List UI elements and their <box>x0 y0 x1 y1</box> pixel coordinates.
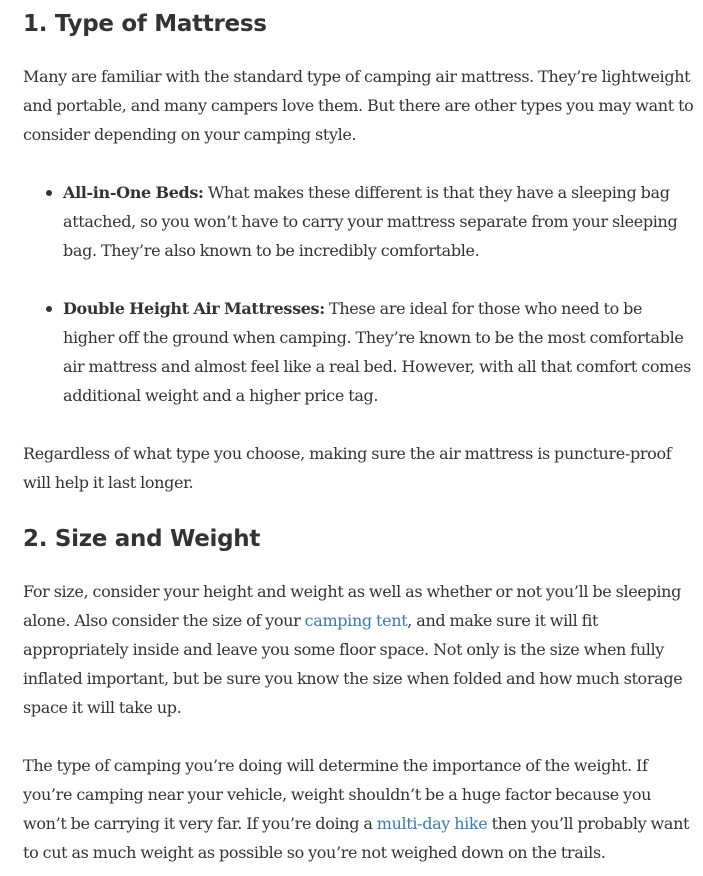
bullet-icon <box>46 190 52 196</box>
list-item-double-height <box>63 294 695 410</box>
list-item-text: What makes these different is that they have a sleeping bag attached, so you won’t have to carry your mattress separate from your sleeping bag. They’re also known to be incredibly comfortable. <box>63 183 678 260</box>
bullet-icon <box>46 306 52 312</box>
weight-text-before: The type of camping you’re doing will determine the importance of the weight. If you’re camping near your vehicle, weight shouldn’t be a huge factor because you won’t be carrying it very far. If you’re doing a <box>23 756 652 833</box>
weight-text-after: then you’ll probably want to cut as much weight as possible so you’re not weighed down on the trails. <box>23 814 690 862</box>
size-paragraph <box>23 577 695 722</box>
mattress-types-list <box>23 178 695 410</box>
article-body <box>23 0 695 867</box>
closing-paragraph: Regardless of what type you choose, making sure the air mattress is puncture-proof will help it last longer. <box>23 444 672 492</box>
list-item-text: These are ideal for those who need to be higher off the ground when camping. They’re known to be the most comfortable air mattress and almost feel like a real bed. However, with all that comfort comes additional weight and a higher price tag. <box>63 299 691 405</box>
section-heading-size-and-weight: 2. Size and Weight <box>23 526 261 552</box>
list-item-term: All-in-One Beds: <box>63 183 204 202</box>
size-text-before: For size, consider your height and weight as well as whether or not you’ll be sleeping alone. Also consider the size of your <box>23 582 681 630</box>
section-heading-type-of-mattress: 1. Type of Mattress <box>23 11 267 37</box>
multi-day-hike-link[interactable]: multi-day hike <box>376 814 488 833</box>
size-text-after: , and make sure it will fit appropriately inside and leave you some floor space. Not only is the size when fully inflated important, but be sure you know the size when folded and how much storage space it will take up. <box>23 611 683 717</box>
camping-tent-link[interactable]: camping tent <box>304 611 408 630</box>
intro-paragraph: Many are familiar with the standard type of camping air mattress. They’re lightweight and portable, and many campers love them. But there are other types you may want to consider depending on your camping style. <box>23 67 694 144</box>
list-item-term: Double Height Air Mattresses: <box>63 299 325 318</box>
weight-paragraph <box>23 751 695 867</box>
list-item-all-in-one-beds <box>63 178 695 265</box>
